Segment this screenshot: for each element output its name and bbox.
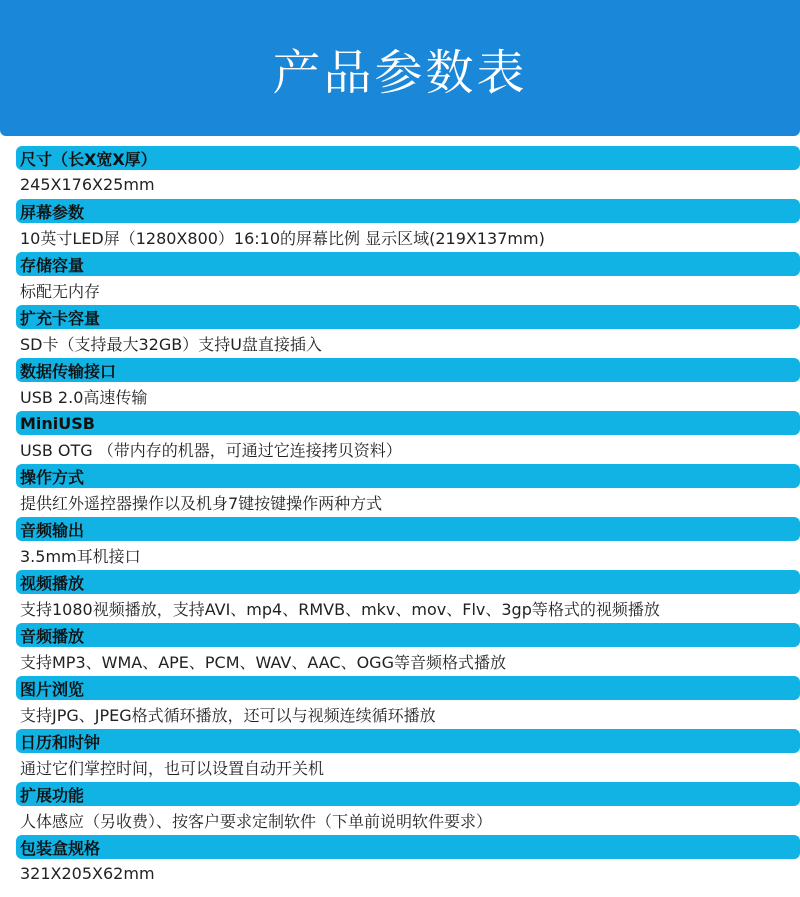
spec-label: 扩充卡容量	[20, 308, 101, 328]
spec-value: 提供红外遥控器操作以及机身7键按键操作两种方式	[20, 494, 383, 513]
spec-row	[0, 146, 800, 199]
spec-label-bar	[16, 835, 800, 859]
spec-value: 10英寸LED屏（1280X800）16:10的屏幕比例 显示区域(219X137mm)	[20, 229, 545, 248]
spec-label: 音频播放	[20, 626, 85, 646]
spec-row	[0, 464, 800, 517]
spec-label-bar	[16, 305, 800, 329]
spec-row	[0, 358, 800, 411]
spec-row	[0, 517, 800, 570]
spec-label-bar	[16, 782, 800, 806]
spec-value: USB OTG （带内存的机器，可通过它连接拷贝资料）	[20, 441, 402, 460]
spec-label-bar	[16, 411, 800, 435]
spec-value: 人体感应（另收费）、按客户要求定制软件（下单前说明软件要求）	[20, 812, 493, 831]
spec-label: 扩展功能	[20, 785, 85, 805]
spec-row	[0, 676, 800, 729]
spec-row	[0, 782, 800, 835]
spec-label: MiniUSB	[20, 413, 95, 433]
spec-value: 通过它们掌控时间，也可以设置自动开关机	[20, 759, 325, 778]
spec-label-bar	[16, 729, 800, 753]
spec-label: 存储容量	[20, 255, 85, 275]
spec-label: 日历和时钟	[20, 732, 101, 752]
spec-label-bar	[16, 623, 800, 647]
spec-label: 尺寸（长X宽X厚）	[20, 149, 157, 169]
spec-value: 3.5mm耳机接口	[20, 547, 141, 566]
spec-value: 321X205X62mm	[20, 864, 155, 883]
spec-row	[0, 411, 800, 464]
spec-label-bar	[16, 199, 800, 223]
spec-label-bar	[16, 358, 800, 382]
spec-value: USB 2.0高速传输	[20, 388, 148, 407]
spec-value: 标配无内存	[20, 282, 101, 301]
spec-label-bar	[16, 570, 800, 594]
spec-row	[0, 199, 800, 252]
spec-label-bar	[16, 464, 800, 488]
spec-value: 245X176X25mm	[20, 175, 155, 194]
spec-row	[0, 252, 800, 305]
spec-value: 支持1080视频播放，支持AVI、mp4、RMVB、mkv、mov、Flv、3gp等格式的视频播放	[20, 600, 660, 619]
spec-row	[0, 623, 800, 676]
spec-value: SD卡（支持最大32GB）支持U盘直接插入	[20, 335, 322, 354]
spec-label-bar	[16, 146, 800, 170]
spec-row	[0, 729, 800, 782]
spec-label: 音频输出	[20, 520, 85, 540]
spec-label: 图片浏览	[20, 679, 85, 699]
spec-label-bar	[16, 676, 800, 700]
spec-label-bar	[16, 252, 800, 276]
spec-table	[0, 146, 800, 888]
spec-label: 包装盒规格	[20, 838, 101, 858]
spec-value: 支持MP3、WMA、APE、PCM、WAV、AAC、OGG等音频格式播放	[20, 653, 506, 672]
spec-label: 视频播放	[20, 573, 85, 593]
spec-label: 数据传输接口	[20, 361, 117, 381]
spec-value: 支持JPG、JPEG格式循环播放，还可以与视频连续循环播放	[20, 706, 436, 725]
spec-label-bar	[16, 517, 800, 541]
title-banner	[0, 0, 800, 136]
spec-row	[0, 305, 800, 358]
spec-row	[0, 570, 800, 623]
spec-label: 屏幕参数	[20, 202, 85, 222]
spec-row	[0, 835, 800, 888]
spec-label: 操作方式	[20, 467, 85, 487]
page-title: 产品参数表	[272, 44, 528, 101]
